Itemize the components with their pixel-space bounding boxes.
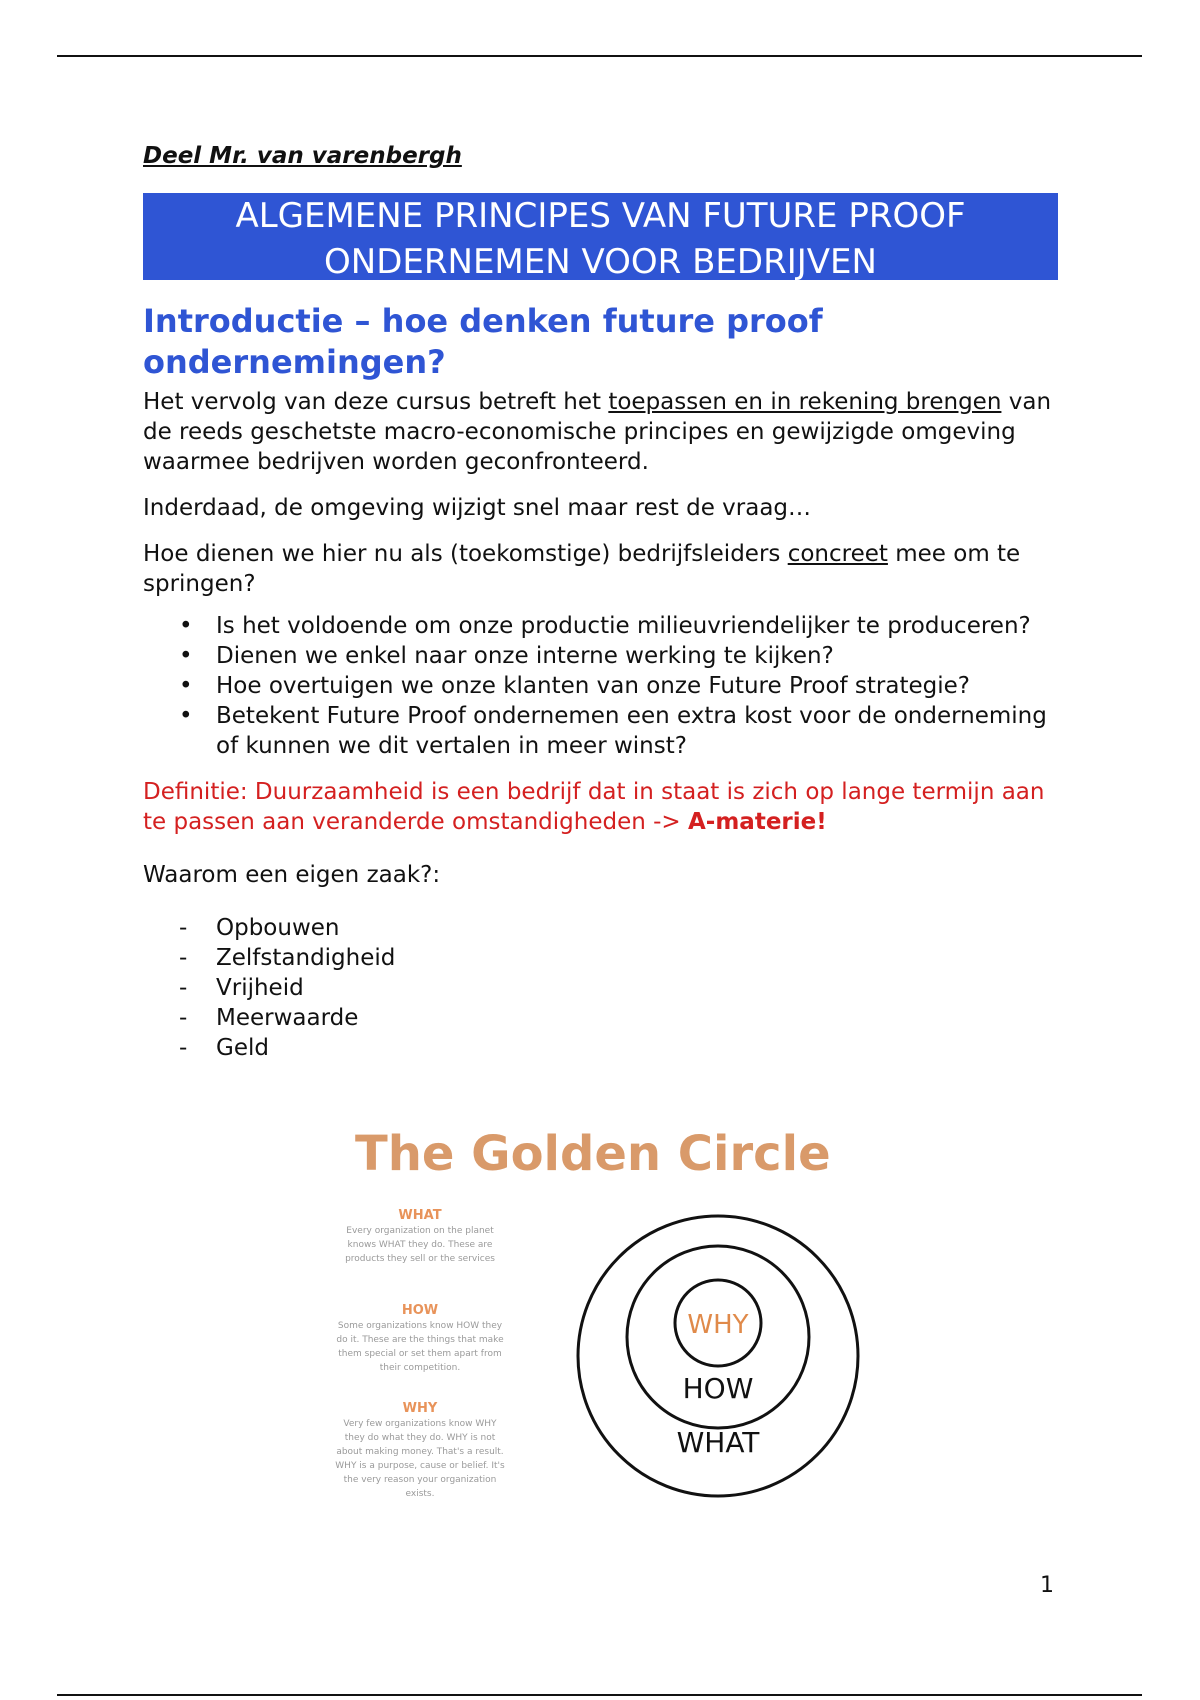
- intro-text-start: Het vervolg van deze cursus betreft het: [143, 389, 609, 415]
- list-item-text: Opbouwen: [216, 915, 340, 941]
- why-own-business-question: Waarom een eigen zaak?:: [143, 862, 441, 888]
- golden-circle-why-block: [335, 1401, 505, 1501]
- title-banner-line-2: ONDERNEMEN VOOR BEDRIJVEN: [324, 242, 877, 282]
- question-bullet-list: [143, 611, 1058, 761]
- dash-marker: -: [179, 915, 188, 941]
- dash-marker: -: [179, 945, 188, 971]
- list-item: [143, 1033, 1058, 1063]
- title-banner: [143, 193, 1058, 280]
- bullet-marker: •: [179, 613, 193, 639]
- intro-underlined-phrase: toepassen en in rekening brengen: [608, 389, 1002, 415]
- golden-circle-how-block: [335, 1303, 505, 1375]
- intro-text-end: van de reeds geschetste macro-economische principes en gewijzigde omgeving waarmee bedrijven worden geconfronteerd.: [143, 389, 1052, 475]
- bullet-marker: •: [179, 673, 193, 699]
- golden-circle-figure: [335, 1126, 865, 1511]
- golden-circle-title: The Golden Circle: [355, 1126, 831, 1182]
- golden-circle-how-text: Some organizations know HOW they do it. These are the things that make them special or set them apart from their competition.: [336, 1321, 504, 1373]
- question-text-end: mee om te springen?: [143, 541, 1021, 597]
- golden-circle-what-text: Every organization on the planet knows WHAT they do. These are products they sell or the services: [345, 1226, 495, 1264]
- list-item-text: Vrijheid: [216, 975, 304, 1001]
- list-item: [143, 641, 1058, 671]
- question-paragraph: [143, 539, 1058, 599]
- list-item-text: Is het voldoende om onze productie milieuvriendelijker te produceren?: [216, 613, 1031, 639]
- ring-label-how: HOW: [682, 1372, 754, 1405]
- reasons-list: [143, 913, 1058, 1063]
- top-rule: [57, 55, 1142, 57]
- list-item: [143, 701, 1058, 761]
- section-heading: Introductie – hoe denken future proof ondernemingen?: [143, 302, 823, 381]
- list-item-text: Dienen we enkel naar onze interne werking te kijken?: [216, 643, 834, 669]
- list-item: [143, 973, 1058, 1003]
- page-number: 1: [1040, 1573, 1054, 1598]
- part-label: Deel Mr. van varenbergh: [143, 143, 462, 169]
- definition-text: Definitie: Duurzaamheid is een bedrijf dat in staat is zich op lange termijn aan te passen aan veranderde omstandigheden ->: [143, 779, 1045, 835]
- bottom-rule: [57, 1694, 1142, 1696]
- list-item: [143, 611, 1058, 641]
- list-item: [143, 1003, 1058, 1033]
- list-item-text: Zelfstandigheid: [216, 945, 396, 971]
- question-text-start: Hoe dienen we hier nu als (toekomstige) bedrijfsleiders: [143, 541, 788, 567]
- ring-label-why: WHY: [687, 1310, 749, 1340]
- list-item-text: Meerwaarde: [216, 1005, 359, 1031]
- definition-paragraph: [143, 777, 1058, 837]
- golden-circle-how-head: HOW: [401, 1303, 439, 1318]
- golden-circle-rings: [575, 1206, 865, 1506]
- list-item-text: Hoe overtuigen we onze klanten van onze Future Proof strategie?: [216, 673, 971, 699]
- question-underlined-word: concreet: [787, 541, 888, 567]
- context-paragraph: Inderdaad, de omgeving wijzigt snel maar rest de vraag…: [143, 495, 812, 521]
- bullet-marker: •: [179, 703, 193, 729]
- golden-circle-what-head: WHAT: [398, 1208, 442, 1223]
- dash-marker: -: [179, 1035, 188, 1061]
- dash-marker: -: [179, 975, 188, 1001]
- golden-circle-why-head: WHY: [402, 1401, 438, 1416]
- definition-emphasis: A-materie!: [688, 809, 827, 835]
- bullet-marker: •: [179, 643, 193, 669]
- list-item: [143, 943, 1058, 973]
- title-banner-line-1: ALGEMENE PRINCIPES VAN FUTURE PROOF: [235, 196, 966, 236]
- intro-paragraph: [143, 387, 1058, 477]
- ring-label-what: WHAT: [676, 1426, 760, 1459]
- golden-circle-why-text: Very few organizations know WHY they do what they do. WHY is not about making money. That's a result. WHY is a purpose, cause or belief. It's the very reason your organization exists.: [335, 1419, 505, 1499]
- list-item: [143, 913, 1058, 943]
- list-item-text: Betekent Future Proof ondernemen een extra kost voor de onderneming of kunnen we dit vertalen in meer winst?: [216, 703, 1047, 759]
- list-item: [143, 671, 1058, 701]
- golden-circle-what-block: [335, 1208, 505, 1266]
- dash-marker: -: [179, 1005, 188, 1031]
- list-item-text: Geld: [216, 1035, 269, 1061]
- page-content: [143, 140, 1058, 1063]
